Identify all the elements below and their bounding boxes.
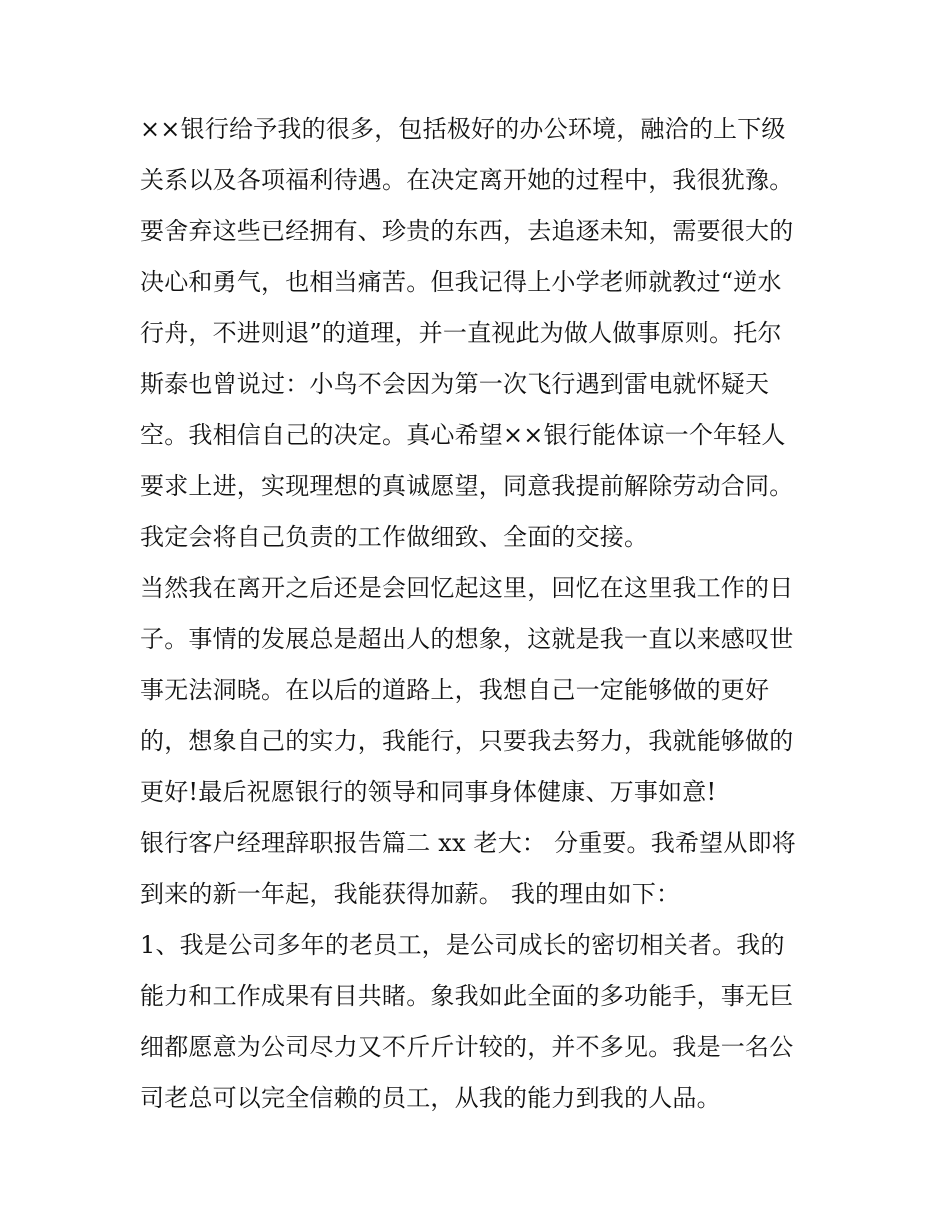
text-line: 行舟，不进则退”的道理，并一直视此为做人做事原则。托尔 xyxy=(140,319,782,347)
text-line: 银行客户经理辞职报告篇二 xx 老大： 分重要。我希望从即将 xyxy=(140,829,796,857)
text-line: 决心和勇气，也相当痛苦。但我记得上小学老师就教过“逆水 xyxy=(140,268,782,296)
text-line: 要求上进，实现理想的真诚愿望，同意我提前解除劳动合同。 xyxy=(140,472,794,500)
document-body xyxy=(140,104,820,1124)
text-line: 空。我相信自己的决定。真心希望××银行能体谅一个年轻人 xyxy=(140,421,786,449)
text-line: 斯泰也曾说过：小鸟不会因为第一次飞行遇到雷电就怀疑天 xyxy=(140,370,770,398)
text-line: 更好!最后祝愿银行的领导和同事身体健康、万事如意! xyxy=(140,778,717,806)
text-line: 要舍弃这些已经拥有、珍贵的东西，去追逐未知，需要很大的 xyxy=(140,217,794,245)
text-line: 子。事情的发展总是超出人的想象，这就是我一直以来感叹世 xyxy=(140,625,794,653)
text-line: ××银行给予我的很多，包括极好的办公环境，融洽的上下级 xyxy=(140,115,786,143)
text-line: 事无法洞晓。在以后的道路上，我想自己一定能够做的更好 xyxy=(140,676,770,704)
text-line: 当然我在离开之后还是会回忆起这里，回忆在这里我工作的日 xyxy=(140,574,794,602)
text-line: 能力和工作成果有目共睹。象我如此全面的多功能手，事无巨 xyxy=(140,982,794,1010)
text-line: 关系以及各项福利待遇。在决定离开她的过程中，我很犹豫。 xyxy=(140,166,794,194)
text-line: 1、我是公司多年的老员工，是公司成长的密切相关者。我的 xyxy=(140,931,785,959)
text-line: 的，想象自己的实力，我能行，只要我去努力，我就能够做的 xyxy=(140,727,794,755)
text-line: 细都愿意为公司尽力又不斤斤计较的，并不多见。我是一名公 xyxy=(140,1033,794,1061)
text-line: 司老总可以完全信赖的员工，从我的能力到我的人品。 xyxy=(140,1084,721,1112)
text-line: 到来的新一年起，我能获得加薪。 我的理由如下： xyxy=(140,880,681,908)
text-line: 我定会将自己负责的工作做细致、全面的交接。 xyxy=(140,523,649,551)
